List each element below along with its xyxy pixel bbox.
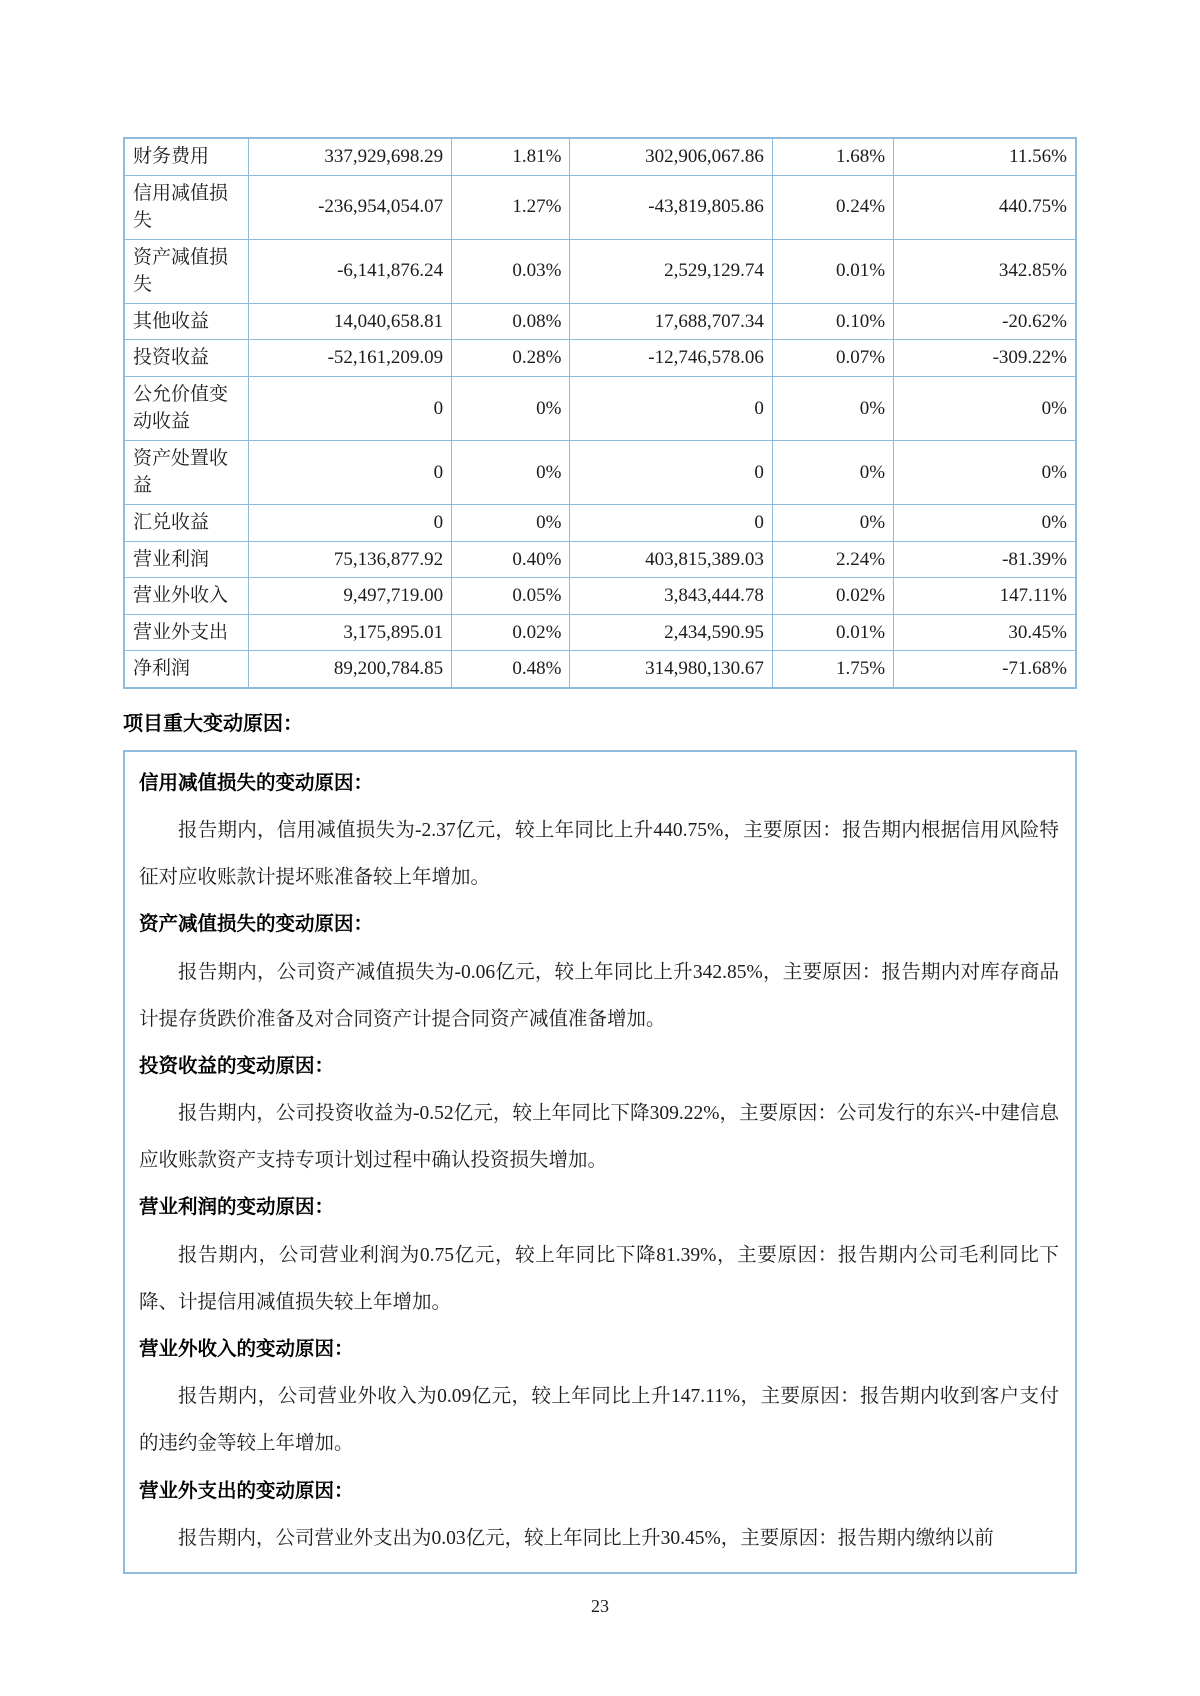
financial-table xyxy=(123,137,1077,689)
reason-heading: 营业利润的变动原因： xyxy=(139,1196,335,1219)
table-cell-pct-current: 0.03% xyxy=(452,239,570,303)
table-cell-amount-current: 0 xyxy=(248,505,451,542)
reason-body: 报告期内，公司营业利润为0.75亿元，较上年同比下降81.39%，主要原因：报告期内公司毛利同比下降、计提信用减值损失较上年增加。 xyxy=(139,1244,1059,1313)
table-row xyxy=(124,340,1076,377)
table-cell-pct-prior: 0% xyxy=(772,440,893,504)
table-cell-change-pct: 30.45% xyxy=(894,614,1076,651)
table-cell-amount-prior: 403,815,389.03 xyxy=(570,541,772,578)
table-cell-pct-prior: 0.24% xyxy=(772,175,893,239)
table-cell-pct-current: 0% xyxy=(452,440,570,504)
table-cell-amount-current: -6,141,876.24 xyxy=(248,239,451,303)
table-cell-amount-prior: 0 xyxy=(570,440,772,504)
table-cell-amount-prior: 2,434,590.95 xyxy=(570,614,772,651)
table-cell-amount-prior: 17,688,707.34 xyxy=(570,303,772,340)
reason-item xyxy=(139,1043,1059,1185)
table-row xyxy=(124,303,1076,340)
table-cell-pct-current: 1.27% xyxy=(452,175,570,239)
table-row xyxy=(124,651,1076,688)
table-cell-change-pct: 440.75% xyxy=(894,175,1076,239)
reason-item xyxy=(139,760,1059,902)
reason-body: 报告期内，公司资产减值损失为-0.06亿元，较上年同比上升342.85%，主要原因：报告期内对库存商品计提存货跌价准备及对合同资产计提合同资产减值准备增加。 xyxy=(139,961,1059,1030)
table-cell-amount-prior: 302,906,067.86 xyxy=(570,138,772,175)
table-cell-change-pct: 0% xyxy=(894,505,1076,542)
table-cell-amount-current: 14,040,658.81 xyxy=(248,303,451,340)
table-cell-change-pct: -309.22% xyxy=(894,340,1076,377)
table-row-label: 净利润 xyxy=(124,651,248,688)
table-cell-amount-current: 3,175,895.01 xyxy=(248,614,451,651)
table-row xyxy=(124,614,1076,651)
table-row-label: 公允价值变动收益 xyxy=(124,376,248,440)
reason-heading: 营业外收入的变动原因： xyxy=(139,1338,354,1360)
table-cell-amount-current: 75,136,877.92 xyxy=(248,541,451,578)
reason-body: 报告期内，公司营业外收入为0.09亿元，较上年同比上升147.11%，主要原因：报告期内收到客户支付的违约金等较上年增加。 xyxy=(139,1386,1059,1455)
table-cell-pct-current: 0% xyxy=(452,376,570,440)
table-row-label: 财务费用 xyxy=(124,138,248,175)
table-row-label: 其他收益 xyxy=(124,303,248,340)
reason-heading: 资产减值损失的变动原因： xyxy=(139,913,374,936)
table-row-label: 资产处置收益 xyxy=(124,440,248,504)
table-cell-amount-current: 337,929,698.29 xyxy=(248,138,451,175)
reason-item xyxy=(139,1326,1059,1468)
reason-item xyxy=(139,901,1059,1043)
table-cell-amount-current: 0 xyxy=(248,440,451,504)
table-cell-pct-current: 0.28% xyxy=(452,340,570,377)
table-cell-pct-prior: 0% xyxy=(772,376,893,440)
table-cell-change-pct: -71.68% xyxy=(894,651,1076,688)
reason-body: 报告期内，信用减值损失为-2.37亿元，较上年同比上升440.75%，主要原因：报告期内根据信用风险特征对应收账款计提坏账准备较上年增加。 xyxy=(139,819,1059,889)
reason-item xyxy=(139,1184,1059,1326)
table-row xyxy=(124,239,1076,303)
table-cell-change-pct: 147.11% xyxy=(894,578,1076,615)
table-cell-pct-prior: 0.02% xyxy=(772,578,893,615)
table-cell-pct-current: 0.08% xyxy=(452,303,570,340)
reason-heading: 信用减值损失的变动原因： xyxy=(139,771,374,794)
reason-heading: 营业外支出的变动原因： xyxy=(139,1479,354,1502)
table-cell-change-pct: 11.56% xyxy=(894,138,1076,175)
table-cell-pct-current: 0.02% xyxy=(452,614,570,651)
table-cell-pct-current: 1.81% xyxy=(452,138,570,175)
table-cell-pct-current: 0.48% xyxy=(452,651,570,688)
table-cell-pct-current: 0.40% xyxy=(452,541,570,578)
table-row-label: 信用减值损失 xyxy=(124,175,248,239)
table-cell-pct-prior: 0% xyxy=(772,505,893,542)
table-cell-amount-prior: -43,819,805.86 xyxy=(570,175,772,239)
table-row-label: 资产减值损失 xyxy=(124,239,248,303)
table-row-label: 投资收益 xyxy=(124,340,248,377)
table-cell-pct-prior: 0.07% xyxy=(772,340,893,377)
table-cell-amount-current: 9,497,719.00 xyxy=(248,578,451,615)
table-cell-amount-prior: 0 xyxy=(570,376,772,440)
table-cell-change-pct: 0% xyxy=(894,376,1076,440)
table-row-label: 汇兑收益 xyxy=(124,505,248,542)
page-content xyxy=(123,137,1077,1617)
section-title: 项目重大变动原因： xyxy=(123,712,303,735)
table-row xyxy=(124,541,1076,578)
table-cell-amount-prior: -12,746,578.06 xyxy=(570,340,772,377)
table-row xyxy=(124,505,1076,542)
table-row xyxy=(124,175,1076,239)
table-cell-change-pct: -81.39% xyxy=(894,541,1076,578)
table-row xyxy=(124,138,1076,175)
reason-body: 报告期内，公司营业外支出为0.03亿元，较上年同比上升30.45%，主要原因：报告期内缴纳以前 xyxy=(178,1527,994,1549)
table-row xyxy=(124,440,1076,504)
table-row-label: 营业利润 xyxy=(124,541,248,578)
reason-body: 报告期内，公司投资收益为-0.52亿元，较上年同比下降309.22%，主要原因：公司发行的东兴-中建信息应收账款资产支持专项计划过程中确认投资损失增加。 xyxy=(139,1103,1059,1172)
table-cell-amount-prior: 0 xyxy=(570,505,772,542)
table-cell-pct-prior: 0.10% xyxy=(772,303,893,340)
reason-item xyxy=(139,1468,1059,1562)
table-cell-amount-current: 0 xyxy=(248,376,451,440)
table-cell-pct-prior: 0.01% xyxy=(772,614,893,651)
table-cell-pct-prior: 1.68% xyxy=(772,138,893,175)
table-cell-amount-prior: 314,980,130.67 xyxy=(570,651,772,688)
table-cell-pct-current: 0% xyxy=(452,505,570,542)
table-cell-amount-prior: 2,529,129.74 xyxy=(570,239,772,303)
table-cell-change-pct: 342.85% xyxy=(894,239,1076,303)
table-cell-amount-current: 89,200,784.85 xyxy=(248,651,451,688)
table-cell-change-pct: -20.62% xyxy=(894,303,1076,340)
table-cell-amount-current: -236,954,054.07 xyxy=(248,175,451,239)
table-cell-amount-prior: 3,843,444.78 xyxy=(570,578,772,615)
reason-heading: 投资收益的变动原因： xyxy=(139,1054,335,1077)
table-cell-pct-current: 0.05% xyxy=(452,578,570,615)
table-cell-pct-prior: 0.01% xyxy=(772,239,893,303)
table-row xyxy=(124,578,1076,615)
table-cell-amount-current: -52,161,209.09 xyxy=(248,340,451,377)
table-cell-pct-prior: 1.75% xyxy=(772,651,893,688)
table-cell-pct-prior: 2.24% xyxy=(772,541,893,578)
table-row-label: 营业外收入 xyxy=(124,578,248,615)
reasons-box xyxy=(123,750,1077,1574)
table-cell-change-pct: 0% xyxy=(894,440,1076,504)
page-number: 23 xyxy=(591,1595,609,1616)
table-row-label: 营业外支出 xyxy=(124,614,248,651)
table-row xyxy=(124,376,1076,440)
